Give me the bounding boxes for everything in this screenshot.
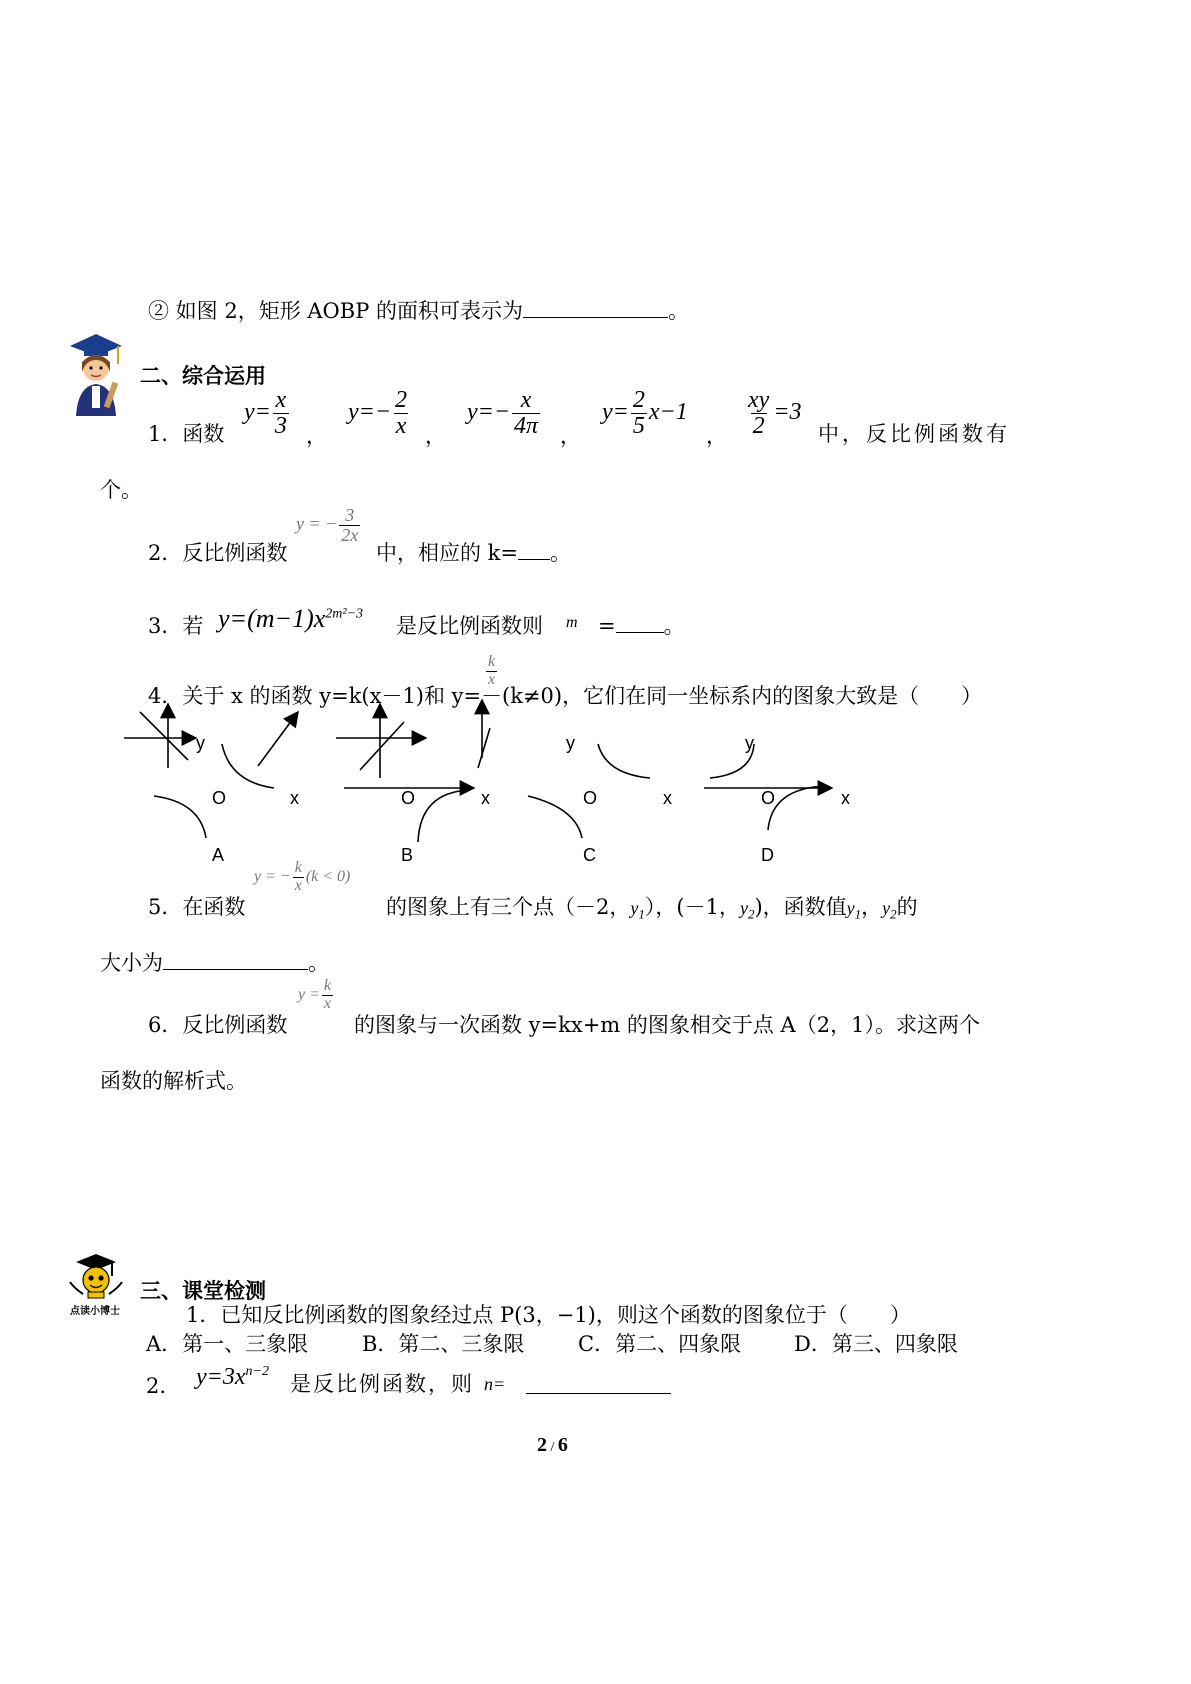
question-4-suffix: (k≠0)，它们在同一坐标系内的图象大致是（ ）: [502, 684, 983, 708]
option-label-a[interactable]: A: [212, 845, 225, 865]
axis-label-o: O: [401, 788, 416, 808]
formula-c2: $y=3x^{n-2}$: [196, 1364, 269, 1390]
formula-3: y=− $\frac{x}{4\pi}$: [467, 387, 539, 440]
axis-label-o: O: [761, 788, 776, 808]
option-label-c[interactable]: C: [583, 845, 596, 865]
option-label-b[interactable]: B: [401, 845, 414, 865]
axis-label-y: y: [745, 733, 754, 753]
question-5-prefix: 5．在函数: [148, 895, 246, 919]
separator: ，: [560, 424, 581, 448]
axis-label-y: y: [566, 733, 575, 753]
axis-label-y: y: [196, 733, 205, 753]
axis-label-x: x: [841, 788, 850, 808]
question-6-line2: 函数的解析式。: [100, 1069, 247, 1093]
graph-option-b[interactable]: [258, 700, 490, 842]
question-1-line2: 个。: [100, 478, 142, 502]
question-text: ② 如图 2，矩形 AOBP 的面积可表示为: [148, 299, 524, 323]
section-title: 三、课堂检测: [140, 1279, 266, 1303]
question-area-expression: ② 如图 2，矩形 AOBP 的面积可表示为 。: [148, 299, 690, 323]
separator: ，: [706, 424, 727, 448]
axis-label-o: O: [583, 788, 598, 808]
question-1-suffix: 中，反比例函数有: [818, 422, 1010, 446]
formula-q2: y = − $\frac{3}{2x}$: [296, 505, 359, 545]
choice-a[interactable]: A．第一、三象限: [146, 1332, 309, 1356]
question-3-prefix: 3．若: [148, 614, 204, 638]
question-1-prefix: 1．函数: [148, 422, 225, 446]
axis-label-x: x: [290, 788, 299, 808]
check-question-2-mid: 是反比例函数，则: [290, 1372, 474, 1396]
question-4-prefix: 4．关于 x 的函数 y=k(x－1)和 y=－: [148, 684, 503, 708]
axis-label-o: O: [212, 788, 227, 808]
question-5-line2: 大小为 。: [100, 951, 329, 975]
choice-b[interactable]: B．第二、三象限: [362, 1332, 525, 1356]
logo-text: 点读小博士: [70, 1306, 120, 1317]
variable-n: n=: [484, 1374, 506, 1394]
page-number: 2 / 6: [537, 1434, 568, 1456]
separator: ，: [306, 424, 327, 448]
doctor-logo-icon: [62, 1252, 128, 1318]
question-6-prefix: 6．反比例函数: [148, 1013, 288, 1037]
section-title: 二、综合运用: [140, 364, 266, 388]
question-2-suffix: 中，相应的 k= 。: [376, 541, 571, 565]
question-3-end: = 。: [598, 614, 685, 638]
check-question-1: 1．已知反比例函数的图象经过点 P(3，−1)，则这个函数的图象位于（ ）: [186, 1303, 911, 1327]
formula-1: y= $\frac{x}{3}$: [244, 387, 287, 440]
check-question-2-prefix: 2.: [146, 1374, 167, 1398]
formula-q5: y = − $\frac{k}{x}$ (k < 0): [254, 859, 351, 894]
question-5-body: 的图象上有三个点（－2，$y_1$），(－1，$y_2$)，函数值$y_1$，$y_2$的: [386, 895, 918, 922]
graph-option-d[interactable]: [704, 744, 832, 830]
formula-4: y= $\frac{2}{5}$ x−1: [602, 387, 688, 440]
formula-q3: $y=(m-1)x^{2m^2-3}$: [218, 604, 364, 633]
answer-blank[interactable]: [163, 968, 308, 970]
formula-5: $\frac{xy}{2}$ =3: [748, 387, 802, 440]
answer-blank[interactable]: [526, 1392, 671, 1394]
question-2-prefix: 2．反比例函数: [148, 541, 288, 565]
formula-q4: $\frac{k}{x}$: [488, 653, 496, 688]
variable-m: m: [566, 614, 578, 631]
choice-c[interactable]: C．第二、四象限: [578, 1332, 742, 1356]
choice-d[interactable]: D．第三、四象限: [794, 1332, 958, 1356]
formula-q6: y = $\frac{k}{x}$: [298, 977, 332, 1012]
option-label-d[interactable]: D: [761, 845, 774, 865]
axis-label-x: x: [663, 788, 672, 808]
question-3-mid: 是反比例函数则: [396, 614, 543, 638]
separator: ，: [425, 424, 446, 448]
formula-2: y=− $\frac{2}{x}$: [348, 387, 408, 440]
question-6-suffix: 的图象与一次函数 y=kx+m 的图象相交于点 A（2，1）。求这两个: [354, 1013, 980, 1037]
graph-option-a[interactable]: [124, 704, 274, 838]
axis-label-x: x: [481, 788, 490, 808]
